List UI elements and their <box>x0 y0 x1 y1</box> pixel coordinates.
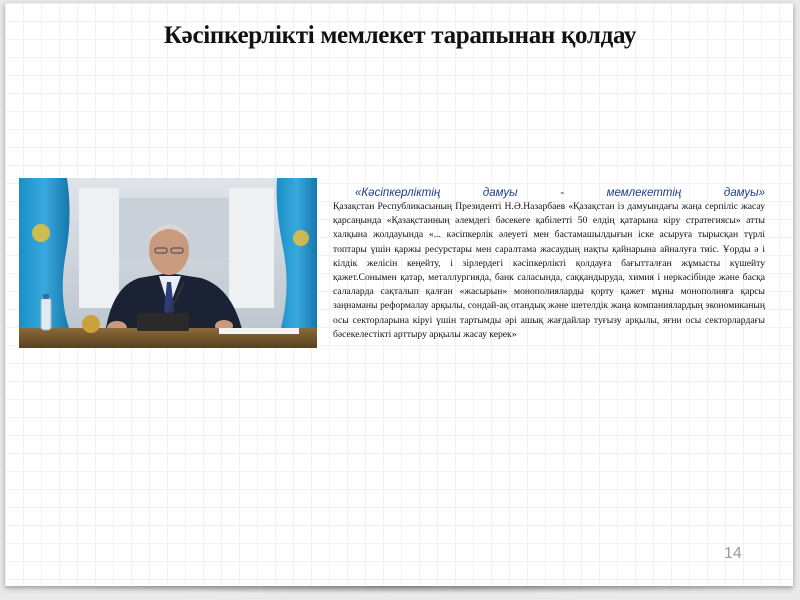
slide-shadow <box>15 586 785 594</box>
quote-title: «Кәсіпкерліктің дамуы - мемлекеттің дамуы» <box>355 187 765 199</box>
page-number: 14 <box>724 545 742 562</box>
president-photo <box>19 178 317 348</box>
body-text: Қазақстан Республикасының Президенті Н.Ә.Назарбаев «Қазақстан із дамуындағы жаңа серпіліс жасау қарсаңында «Қазақстанның әлемдегі бәсекеге қабілетті 50 елдің қатарына кіру стратегиясы» атты халқына жолдауында «... кәсіпкерлік әлеуеті мен бастамашылдығын іске асыруға тырысқан түрлі топтары үшін қаржы ресурстары мен саралтама жасаудың нақты қайнарына айналуға тиіс. Ұорды ә і кілдік желісін кеңейту, і зірлердегі кәсіпкерлікті қолдауға бағытталған жұмысты күшейту қажет.Сонымен қатар, металлургияда, банк саласында, саққандыруда, химия і неркәсібінде және басқа салаларда сақталып қалған «жасырын» монополияларды қорту қажет мұны монополияға қарсы заңнаманы реформалау арқылы, сондай-ақ отандық және шетелдік жаңа компаниялардың экономиканың осы секторларына кіруі үшін тартымды әрі ашық жағдайлар туғызу арқылы, яғни осы секторлардағы бәсекелестікті арттыру арқылы жасау керек» <box>333 201 765 340</box>
slide-title: Кәсіпкерлікті мемлекет тарапынан қолдау <box>163 22 637 49</box>
quote-paragraph <box>333 186 765 342</box>
